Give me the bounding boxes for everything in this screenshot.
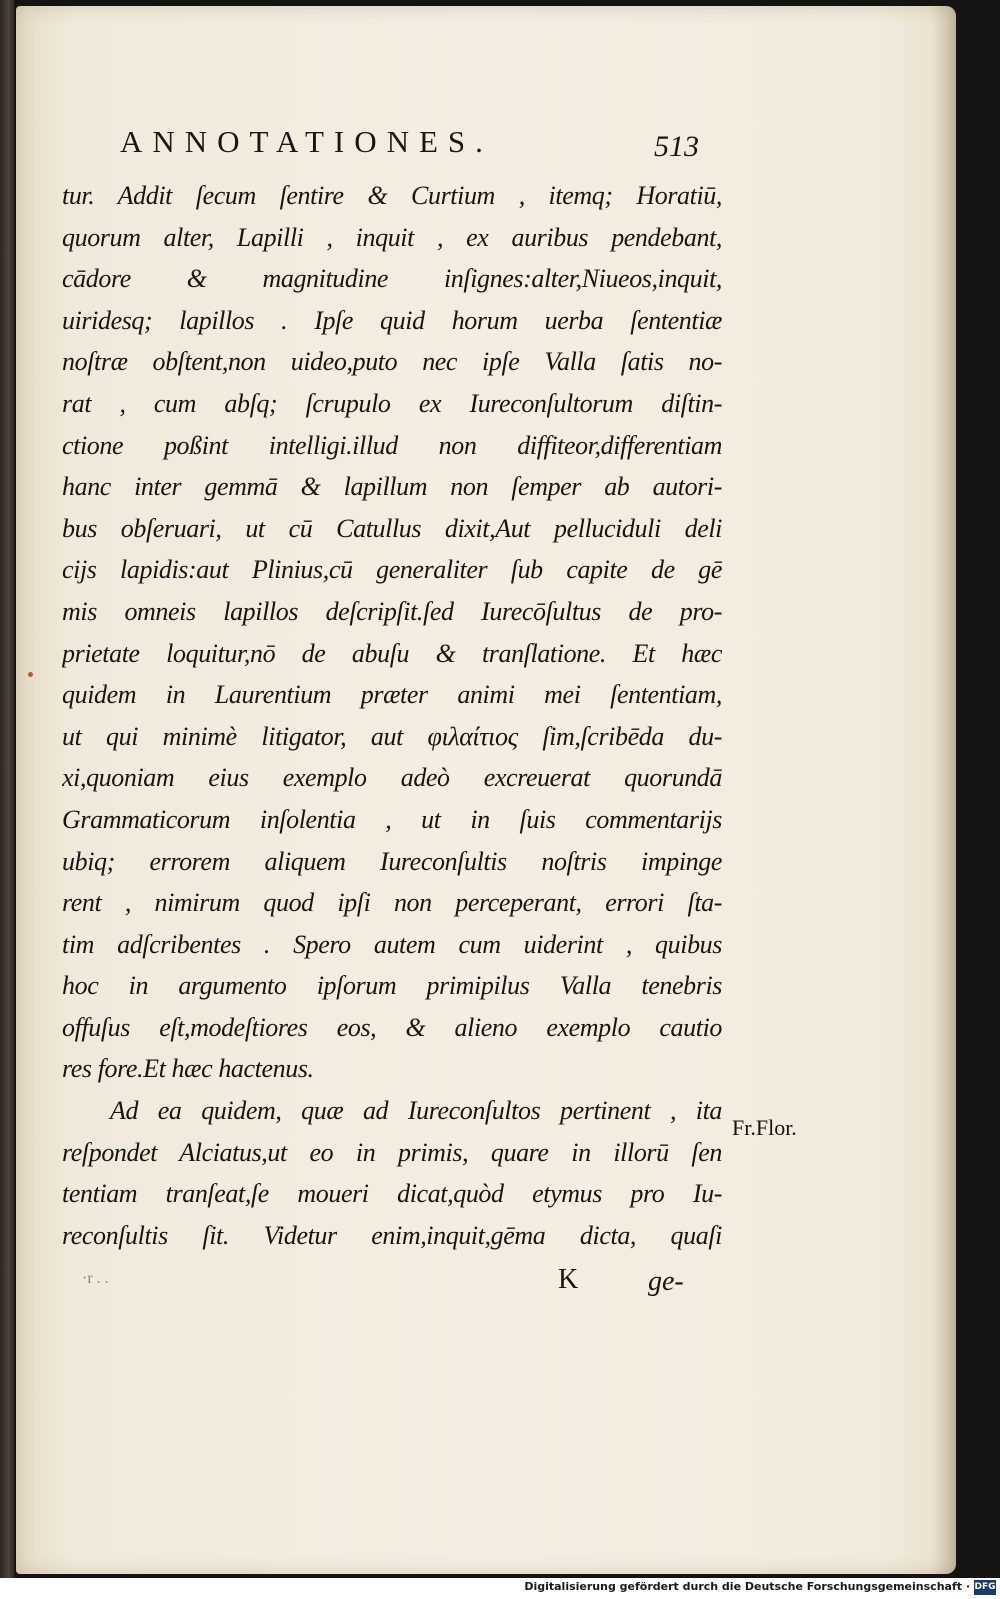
text-line: cijs lapidis:aut Plinius,cū generaliter ſub capite de gē <box>62 555 722 585</box>
text-line: reſpondet Alciatus,ut eo in primis, quare in illorū ſen <box>62 1137 722 1167</box>
text-line: reconſultis ſit. Videtur enim,inquit,gēma dicta, quaſi <box>62 1220 722 1250</box>
footer-bar <box>0 1578 1000 1599</box>
text-line: prietate loquitur,nō de abuſu & tranſlatione. Et hæc <box>62 638 722 668</box>
text-line: rat , cum abſq; ſcrupulo ex Iureconſultorum diſtin- <box>62 388 722 418</box>
text-line: uiridesq; lapillos . Ipſe quid horum uerba ſententiæ <box>62 305 722 335</box>
text-block <box>62 175 722 1256</box>
paragraph-start-line: Ad ea quidem, quæ ad Iureconſultos pertinent , ita <box>110 1096 722 1126</box>
page-number: 513 <box>654 130 699 163</box>
text-line: ctione poßint intelligi.illud non diffiteor,differentiam <box>62 430 722 460</box>
running-head: ANNOTATIONES. <box>120 124 493 159</box>
text-line: ubiq; errorem aliquem Iureconſultis noſtris impinge <box>62 846 722 876</box>
text-line: Grammaticorum inſolentia , ut in ſuis commentarijs <box>62 804 722 834</box>
faint-marks: ·r . . <box>82 1270 109 1287</box>
text-line: tim adſcribentes . Spero autem cum uiderint , quibus <box>62 929 722 959</box>
margin-note: Fr.Flor. <box>732 1115 797 1140</box>
text-line: hoc in argumento ipſorum primipilus Valla tenebris <box>62 971 722 1001</box>
text-line: bus obſeruari, ut cū Catullus dixit,Aut pelluciduli deli <box>62 513 722 543</box>
page-edge-shadow <box>930 6 956 1574</box>
text-line: cādore & magnitudine inſignes:alter,Niueos,inquit, <box>62 264 722 294</box>
text-line: tur. Addit ſecum ſentire & Curtium , itemq; Horatiū, <box>62 181 722 210</box>
signature-mark: K <box>558 1264 579 1295</box>
text-line: tentiam tranſeat,ſe moueri dicat,quòd etymus pro Iu- <box>62 1179 722 1209</box>
ink-spot <box>28 672 33 677</box>
text-line: offuſus eſt,modeſtiores eos, & alieno exemplo cautio <box>62 1012 722 1042</box>
book-binding-edge <box>0 0 14 1578</box>
text-line: quorum alter, Lapilli , inquit , ex auribus pendebant, <box>62 222 722 252</box>
text-line: noſtræ obſtent,non uideo,puto nec ipſe Valla ſatis no- <box>62 347 722 377</box>
text-line: res fore.Et hæc hactenus. <box>62 1054 314 1084</box>
catchword: ge- <box>648 1266 684 1297</box>
funding-credit: Digitalisierung gefördert durch die Deutsche Forschungsgemeinschaft · <box>524 1580 970 1593</box>
text-line: mis omneis lapillos deſcripſit.ſed Iurecōſultus de pro- <box>62 596 722 626</box>
text-line: ut qui minimè litigator, aut φιλαίτιος ſim,ſcribēda du- <box>62 721 722 751</box>
text-line: quidem in Laurentium præter animi mei ſententiam, <box>62 680 722 710</box>
text-line: xi,quoniam eius exemplo adeò excreuerat quorundā <box>62 763 722 793</box>
text-line: hanc inter gemmā & lapillum non ſemper ab autori- <box>62 472 722 502</box>
text-line: rent , nimirum quod ipſi non perceperant, errori ſta- <box>62 888 722 918</box>
dfg-logo-icon: DFG <box>974 1580 996 1595</box>
